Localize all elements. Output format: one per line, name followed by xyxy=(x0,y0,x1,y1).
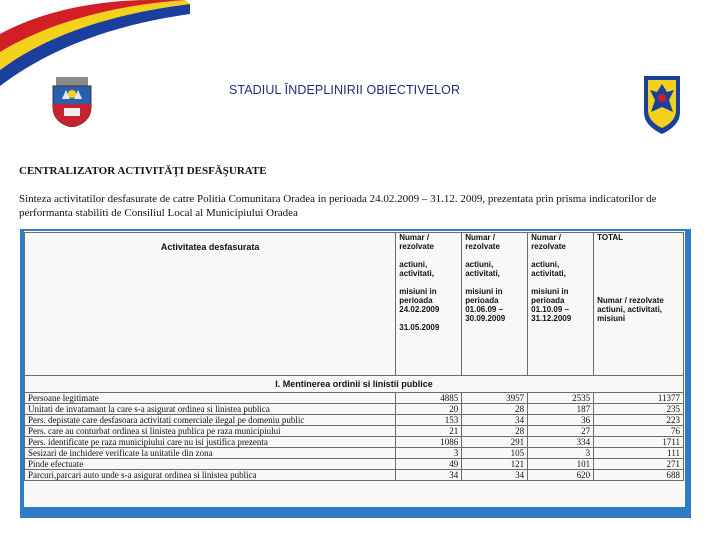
row-value: 121 xyxy=(462,459,528,470)
header-activity: Activitatea desfasurata xyxy=(25,233,396,376)
row-label: Pinde efectuate xyxy=(25,459,396,470)
row-value: 49 xyxy=(396,459,462,470)
row-value: 4885 xyxy=(396,393,462,404)
row-value: 291 xyxy=(462,437,528,448)
row-value: 334 xyxy=(528,437,594,448)
intro-paragraph: Sinteza activitatilor desfasurate de catre Politia Comunitara Oradea in perioada 24.02.2009 – 31.12. 2009, prezentata prin prisma indicatorilor de performanta stabiliti de Consiliul Local al Municipiului Oradea xyxy=(19,193,657,219)
row-total: 688 xyxy=(594,470,684,481)
oradea-coat-of-arms-icon xyxy=(50,77,94,127)
row-value: 3 xyxy=(528,448,594,459)
table-row xyxy=(25,404,684,415)
table-row xyxy=(25,415,684,426)
table-row xyxy=(25,426,684,437)
row-total: 271 xyxy=(594,459,684,470)
header-period-3: Numar / rezolvate actiuni, activitati, misiuni in perioada 01.10.09 – 31.12.2009 xyxy=(528,233,594,376)
row-value: 3 xyxy=(396,448,462,459)
page-title: STADIUL ÎNDEPLINIRII OBIECTIVELOR xyxy=(229,83,461,97)
table-header-row xyxy=(25,233,684,376)
table-section-row xyxy=(25,376,684,393)
section-heading: CENTRALIZATOR ACTIVITĂŢI DESFĂŞURATE xyxy=(19,165,267,177)
header-period-1: Numar / rezolvate actiuni, activitati, misiuni in perioada 24.02.2009 31.05.2009 xyxy=(396,233,462,376)
row-label: Sesizari de inchidere verificate la unitatile din zona xyxy=(25,448,396,459)
activity-table-sheet xyxy=(24,231,685,507)
row-label: Parcuri,parcari auto unde s-a asigurat ordinea si linistea publica xyxy=(25,470,396,481)
police-emblem-icon xyxy=(642,72,682,134)
row-value: 34 xyxy=(396,470,462,481)
tricolor-swoosh-graphic xyxy=(0,0,190,95)
table-row xyxy=(25,448,684,459)
row-value: 620 xyxy=(528,470,594,481)
row-value: 1086 xyxy=(396,437,462,448)
header-total: TOTAL Numar / rezolvate actiuni, activitati, misiuni xyxy=(594,233,684,376)
row-label: Pers. identificate pe raza municipiului care nu isi justifica prezenta xyxy=(25,437,396,448)
row-label: Unitati de invatamant la care s-a asigurat ordinea si linistea publica xyxy=(25,404,396,415)
row-value: 36 xyxy=(528,415,594,426)
row-total: 1711 xyxy=(594,437,684,448)
row-value: 187 xyxy=(528,404,594,415)
row-label: Pers. depistate care desfasoara activitati comerciale ilegal pe domeniu public xyxy=(25,415,396,426)
row-value: 20 xyxy=(396,404,462,415)
row-value: 28 xyxy=(462,404,528,415)
table-row xyxy=(25,459,684,470)
row-total: 11377 xyxy=(594,393,684,404)
row-total: 223 xyxy=(594,415,684,426)
activity-table xyxy=(24,232,684,481)
table-row xyxy=(25,437,684,448)
row-value: 2535 xyxy=(528,393,594,404)
section-title-cell: I. Mentinerea ordinii si linistii publice xyxy=(25,376,684,393)
table-row xyxy=(25,393,684,404)
table-row xyxy=(25,470,684,481)
header-period-2: Numar / rezolvate actiuni, activitati, misiuni in perioada 01.06.09 – 30.09.2009 xyxy=(462,233,528,376)
row-value: 34 xyxy=(462,470,528,481)
row-value: 101 xyxy=(528,459,594,470)
row-total: 111 xyxy=(594,448,684,459)
row-total: 76 xyxy=(594,426,684,437)
row-value: 21 xyxy=(396,426,462,437)
row-label: Pers. care au conturbat ordinea si linistea publica pe raza municipiului xyxy=(25,426,396,437)
row-total: 235 xyxy=(594,404,684,415)
row-value: 153 xyxy=(396,415,462,426)
row-value: 3957 xyxy=(462,393,528,404)
row-label: Persoane legitimate xyxy=(25,393,396,404)
row-value: 105 xyxy=(462,448,528,459)
row-value: 28 xyxy=(462,426,528,437)
row-value: 34 xyxy=(462,415,528,426)
row-value: 27 xyxy=(528,426,594,437)
